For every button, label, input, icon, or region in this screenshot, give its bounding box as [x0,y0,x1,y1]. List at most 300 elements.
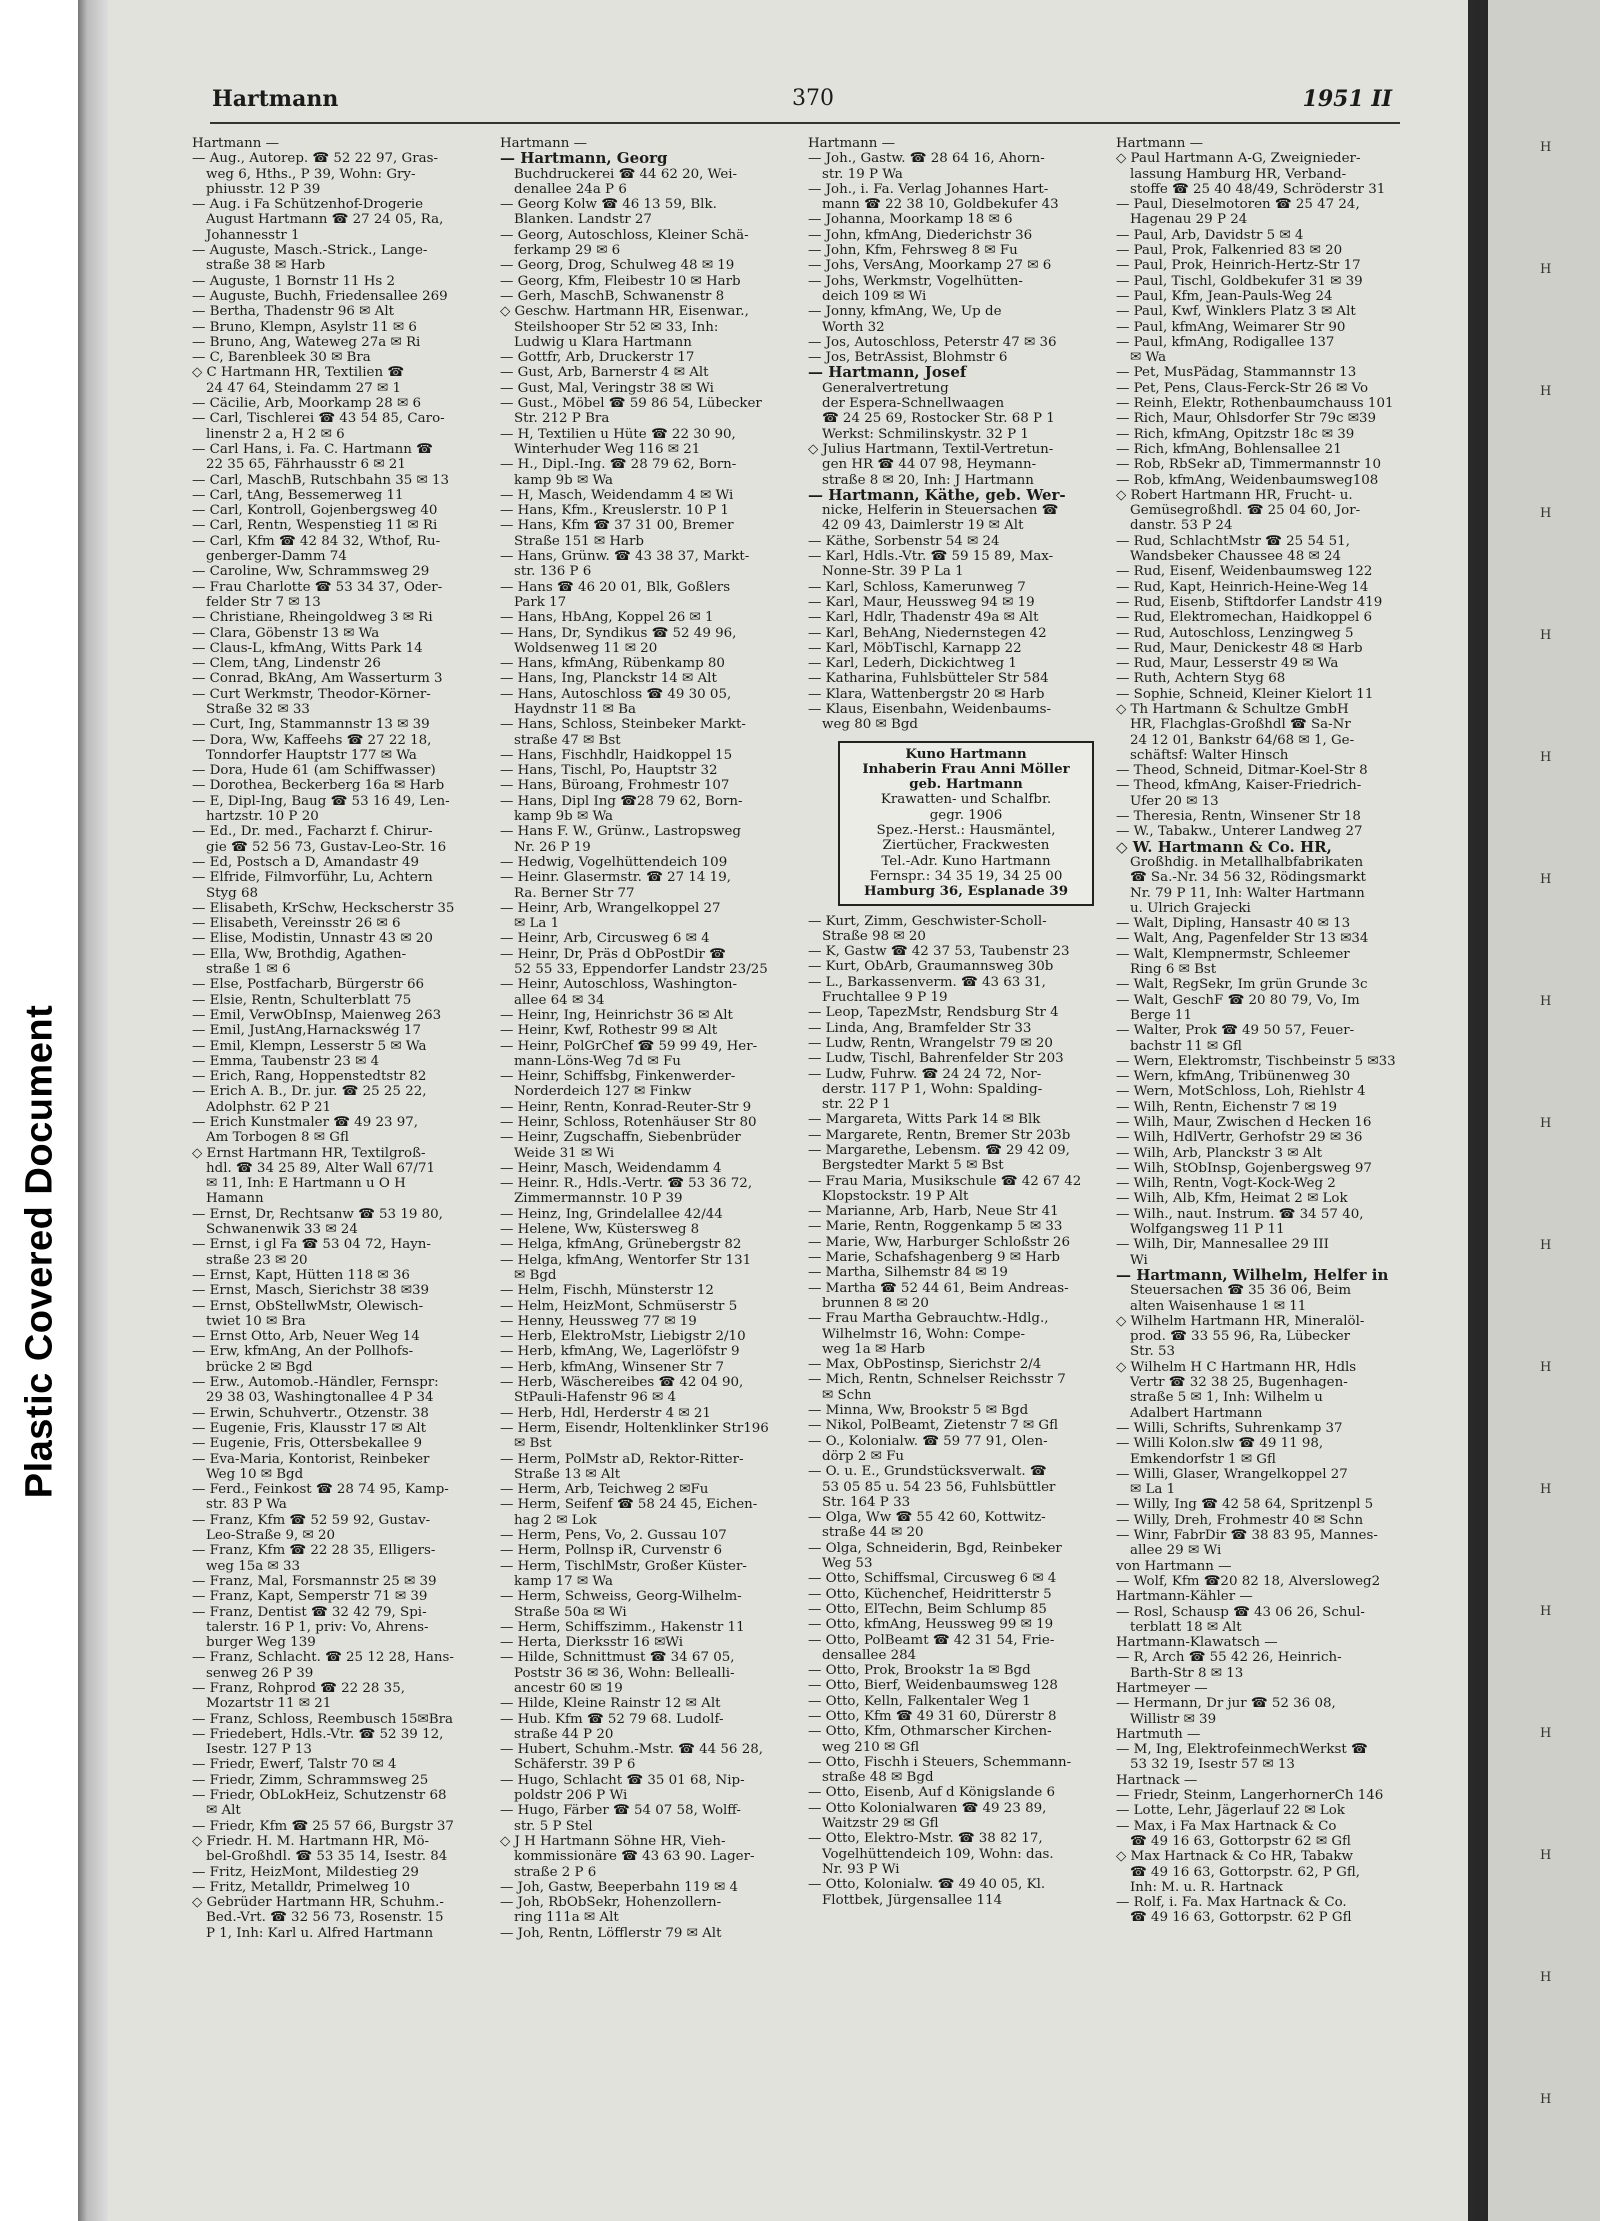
facing-page-letter: H [1540,384,1552,399]
directory-entry: — Martha, Silhemstr 84 ✉ 19 [808,1265,1008,1281]
directory-entry: — Elsie, Rentn, Schulterblatt 75 [192,992,412,1008]
entry-continuation: lassung Hamburg HR, Verband- [1130,166,1347,182]
entry-continuation: bachstr 11 ✉ Gfl [1130,1038,1242,1054]
directory-entry: — Franz, Schloss, Reembusch 15✉Bra [192,1711,453,1727]
directory-entry: — Heinr. R., Hdls.-Vertr. ☎ 53 36 72, [500,1176,753,1192]
facing-page-letter: H [1540,262,1552,277]
facing-page-letter: H [1540,628,1552,643]
directory-entry: — Emil, Klempn, Lesserstr 5 ✉ Wa [192,1038,427,1054]
entry-continuation: ☎ 49 16 63, Gottorpstr. 62 P Gfl [1130,1910,1352,1926]
directory-entry: — Hans, kfmAng, Rübenkamp 80 [500,656,725,672]
directory-entry: — Hartmann, Wilhelm, Helfer in [1116,1267,1389,1284]
directory-entry: — Karl, Lederh, Dickichtweg 1 [808,656,1017,672]
directory-entry: — Cäcilie, Arb, Moorkamp 28 ✉ 6 [192,396,421,412]
entry-continuation: Tonndorfer Hauptstr 177 ✉ Wa [206,747,417,763]
entry-continuation: Weg 53 [822,1556,873,1572]
directory-entry: — Georg, Autoschloss, Kleiner Schä- [500,227,749,243]
directory-entry: — Paul, kfmAng, Weimarer Str 90 [1116,319,1346,335]
entry-continuation: derstr. 117 P 1, Wohn: Spalding- [822,1081,1043,1097]
entry-continuation: danstr. 53 P 24 [1130,518,1233,534]
directory-entry: — Otto, Kfm, Othmarscher Kirchen- [808,1724,1052,1740]
facing-page-letter: H [1540,872,1552,887]
entry-continuation: burger Weg 139 [206,1635,316,1651]
entry-continuation: hartzstr. 10 P 20 [206,809,319,825]
directory-entry: — Klara, Wattenbergstr 20 ✉ Harb [808,686,1045,702]
entry-continuation: schäftsf: Walter Hinsch [1130,747,1289,763]
directory-entry: — Eugenie, Fris, Klausstr 17 ✉ Alt [192,1420,427,1436]
directory-entry: — Hartmann, Josef [808,365,967,381]
entry-continuation: Leo-Straße 9, ✉ 20 [206,1528,336,1544]
ad-line: Ziertücher, Frackwesten [882,838,1050,854]
directory-entry: — Carl, Rentn, Wespenstieg 11 ✉ Ri [192,518,438,534]
directory-entry: — Hans, Kfm ☎ 37 31 00, Bremer [500,518,734,534]
directory-entry: — Helga, kfmAng, Grünebergstr 82 [500,1237,742,1253]
entry-continuation: ferkamp 29 ✉ 6 [514,243,621,259]
entry-continuation: 42 09 43, Daimlerstr 19 ✉ Alt [822,518,1024,534]
directory-entry: — Paul, Dieselmotoren ☎ 25 47 24, [1116,197,1360,213]
directory-entry: — Marie, Rentn, Roggenkamp 5 ✉ 33 [808,1219,1063,1235]
entry-continuation: 53 05 85 u. 54 23 56, Fuhlsbüttler [822,1479,1056,1495]
entry-continuation: Wolfgangsweg 11 P 11 [1130,1222,1285,1238]
directory-entry: — Friedr, Steinm, LangerhornerCh 146 [1116,1788,1384,1804]
directory-entry: — Walt, GeschF ☎ 20 80 79, Vo, Im [1116,992,1360,1008]
directory-entry: — Rob, kfmAng, Weidenbaumsweg108 [1116,472,1379,488]
entry-continuation: nicke, Helferin in Steuersachen ☎ [822,503,1059,519]
directory-entry: Hartmann — [1116,136,1204,151]
directory-entry: — Willi Kolon.slw ☎ 49 11 98, [1116,1436,1324,1452]
directory-entry: Hartmann — [192,136,280,151]
directory-entry: — O. u. E., Grundstücksverwalt. ☎ [808,1464,1047,1480]
directory-entry: — Willi, Schrifts, Suhrenkamp 37 [1116,1420,1343,1436]
entry-continuation: Bergstedter Markt 5 ✉ Bst [822,1158,1004,1174]
directory-entry: — Hermann, Dr jur ☎ 52 36 08, [1116,1696,1336,1712]
entry-continuation: Klopstockstr. 19 P Alt [822,1188,969,1204]
entry-continuation: weg 6, Hths., P 39, Wohn: Gry- [206,166,416,182]
directory-entry: — Curt Werkmstr, Theodor-Körner- [192,686,431,702]
directory-entry: — Margarete, Rentn, Bremer Str 203b [808,1127,1071,1143]
entry-continuation: Hamann [206,1191,264,1207]
directory-entry: — Dora, Hude 61 (am Schiffwasser) [192,763,436,779]
entry-continuation: densallee 284 [822,1647,917,1663]
directory-entry: — Helga, kfmAng, Wentorfer Str 131 [500,1252,752,1268]
entry-continuation: der Espera-Schnellwaagen [822,396,1005,412]
header-surname: Hartmann [212,86,339,112]
directory-entry: — R, Arch ☎ 55 42 26, Heinrich- [1116,1650,1342,1666]
directory-entry: — Hilde, Schnittmust ☎ 34 67 05, [500,1650,735,1666]
directory-entry: — Erw, kfmAng, An der Pollhofs- [192,1344,414,1360]
directory-entry: — Karl, BehAng, Niedernstegen 42 [808,625,1047,641]
directory-entry: — Otto, Kelln, Falkentaler Weg 1 [808,1693,1031,1709]
directory-entry: Hartmann — [500,136,588,151]
entry-continuation: straße 2 P 6 [514,1864,597,1880]
entry-continuation: ☎ 49 16 63, Gottorpstr. 62, P Gfl, [1130,1864,1361,1880]
directory-entry: — Leop, TapezMstr, Rendsburg Str 4 [808,1005,1059,1021]
entry-continuation: ☎ 49 16 63, Gottorpstr 62 ✉ Gfl [1130,1833,1351,1849]
directory-entry: — Wilh, Alb, Kfm, Heimat 2 ✉ Lok [1116,1191,1348,1207]
directory-entry: — Otto Kolonialwaren ☎ 49 23 89, [808,1800,1047,1816]
directory-entry: — Henny, Heussweg 77 ✉ 19 [500,1313,697,1329]
ad-line: gegr. 1906 [929,807,1003,823]
entry-continuation: Willistr ✉ 39 [1130,1711,1217,1727]
entry-continuation: bel-Großhdl. ☎ 53 35 14, Isestr. 84 [206,1849,448,1865]
directory-entry: — Paul, Kwf, Winklers Platz 3 ✉ Alt [1116,304,1356,320]
entry-continuation: Waitzstr 29 ✉ Gfl [822,1816,939,1832]
directory-entry: — Katharina, Fuhlsbütteler Str 584 [808,671,1049,687]
directory-entry: — Paul, Prok, Heinrich-Hertz-Str 17 [1116,258,1361,274]
directory-entry: — Pet, Pens, Claus-Ferck-Str 26 ✉ Vo [1116,380,1369,396]
directory-entry: — Hans, Kfm., Kreuslerstr. 10 P 1 [500,503,729,519]
entry-continuation: straße 8 ✉ 20, Inh: J Hartmann [822,472,1034,488]
directory-entry: — Joh, Rentn, Löfflerstr 79 ✉ Alt [500,1925,722,1941]
entry-continuation: Buchdruckerei ☎ 44 62 20, Wei- [514,166,738,182]
directory-entry: — Herm, TischlMstr, Großer Küster- [500,1558,747,1574]
directory-entry: — Fritz, Metalldr, Primelweg 10 [192,1879,411,1895]
entry-continuation: ✉ Alt [206,1803,241,1819]
directory-entry: — Hedwig, Vogelhüttendeich 109 [500,854,728,870]
directory-entry: — Ernst, Dr, Rechtsanw ☎ 53 19 80, [192,1206,443,1222]
entry-continuation: weg 80 ✉ Bgd [822,717,918,733]
directory-entry: — Nikol, PolBeamt, Zietenstr 7 ✉ Gfl [808,1418,1059,1434]
directory-entry: — Wern, kfmAng, Tribünenweg 30 [1116,1069,1351,1085]
entry-continuation: Steuersachen ☎ 35 36 06, Beim [1130,1283,1352,1299]
directory-entry: — Dorothea, Beckerberg 16a ✉ Harb [192,778,445,794]
directory-column-3 [808,136,1100,1908]
directory-entry: ◇ Paul Hartmann A-G, Zweignieder- [1116,151,1361,167]
directory-entry: — Franz, Rohprod ☎ 22 28 35, [192,1680,405,1696]
entry-continuation: ☎ 24 25 69, Rostocker Str. 68 P 1 [822,411,1055,427]
directory-entry: — Martha ☎ 52 44 61, Beim Andreas- [808,1280,1069,1296]
directory-entry: — Ludw, Fuhrw. ☎ 24 24 72, Nor- [808,1066,1042,1082]
directory-entry: — Heinr, Kwf, Rothestr 99 ✉ Alt [500,1023,718,1039]
entry-continuation: 24 12 01, Bankstr 64/68 ✉ 1, Ge- [1130,732,1355,748]
directory-entry: — Rud, Maur, Denickestr 48 ✉ Harb [1116,640,1363,656]
directory-column-2 [500,136,792,1941]
entry-continuation: Worth 32 [822,319,885,335]
directory-entry: — Hans, Fischhdlr, Haidkoppel 15 [500,747,733,763]
directory-entry: — Joh., i. Fa. Verlag Johannes Hart- [808,181,1049,197]
entry-continuation: deich 109 ✉ Wi [822,288,927,304]
facing-page-letter: H [1540,2092,1552,2107]
directory-entry: — Walt, Ang, Pagenfelder Str 13 ✉34 [1116,931,1369,947]
directory-entry: — H, Textilien u Hüte ☎ 22 30 90, [500,426,736,442]
directory-entry: — Olga, Schneiderin, Bgd, Reinbeker [808,1540,1062,1556]
directory-entry: — Herm, Seifenf ☎ 58 24 45, Eichen- [500,1497,758,1513]
facing-page-edge [1488,0,1600,2221]
entry-continuation: Steilshooper Str 52 ✉ 33, Inh: [514,319,719,335]
entry-continuation: denallee 24a P 6 [514,181,627,197]
directory-entry: Hartmann-Klawatsch — [1116,1635,1278,1651]
entry-continuation: Straße 32 ✉ 33 [206,701,310,717]
directory-entry: — Linda, Ang, Bramfelder Str 33 [808,1020,1032,1036]
directory-entry: — Rud, Eisenf, Weidenbaumsweg 122 [1116,564,1373,580]
directory-entry: ◇ Geschw. Hartmann HR, Eisenwar., [500,304,749,320]
directory-entry: — Heinr, Masch, Weidendamm 4 [500,1160,722,1176]
directory-entry: — Mich, Rentn, Schnelser Reichsstr 7 [808,1372,1066,1388]
directory-entry: — Pet, MusPädag, Stammannstr 13 [1116,365,1357,381]
directory-entry: — Caroline, Ww, Schrammsweg 29 [192,564,430,580]
entry-continuation: Am Torbogen 8 ✉ Gfl [206,1130,349,1146]
entry-continuation: ✉ Wa [1130,350,1167,366]
entry-continuation: Straße 98 ✉ 20 [822,928,926,944]
entry-continuation: Ra. Berner Str 77 [514,885,635,901]
entry-continuation: P 1, Inh: Karl u. Alfred Hartmann [206,1925,434,1941]
directory-entry: ◇ W. Hartmann & Co. HR, [1116,839,1332,855]
entry-continuation: ✉ Bst [514,1436,552,1452]
directory-entry: — K, Gastw ☎ 42 37 53, Taubenstr 23 [808,944,1070,960]
directory-entry: — Georg Kolw ☎ 46 13 59, Blk. [500,197,717,213]
entry-continuation: u. Ulrich Grajecki [1130,900,1251,916]
directory-entry: — Wilh, Rentn, Eichenstr 7 ✉ 19 [1116,1099,1337,1115]
directory-entry: ◇ Th Hartmann & Schultze GmbH [1116,701,1349,717]
directory-entry: — Hilde, Kleine Rainstr 12 ✉ Alt [500,1696,721,1712]
directory-entry: — Heinr, PolGrChef ☎ 59 99 49, Her- [500,1038,758,1054]
directory-entry: ◇ Friedr. H. M. Hartmann HR, Mö- [192,1833,430,1849]
directory-entry: — Heinr, Arb, Wrangelkoppel 27 [500,900,721,916]
directory-entry: — Herm, Pollnsp iR, Curvenstr 6 [500,1543,722,1559]
directory-entry: — Aug. i Fa Schützenhof-Drogerie [192,197,424,213]
directory-entry: — Eva-Maria, Kontorist, Reinbeker [192,1451,430,1467]
directory-entry: — Herm, Pens, Vo, 2. Gussau 107 [500,1528,727,1544]
entry-continuation: Ludwig u Klara Hartmann [514,334,692,350]
directory-entry: — Hugo, Färber ☎ 54 07 58, Wolff- [500,1803,741,1819]
advertisement-box [838,741,1094,906]
directory-entry: — Elisabeth, KrSchw, Heckscherstr 35 [192,900,455,916]
entry-continuation: hdl. ☎ 34 25 89, Alter Wall 67/71 [206,1160,435,1176]
entry-continuation: 29 38 03, Washingtonallee 4 P 34 [206,1390,434,1406]
directory-entry: — Rud, Autoschloss, Lenzingweg 5 [1116,625,1354,641]
directory-entry: — Paul, Kfm, Jean-Pauls-Weg 24 [1116,288,1333,304]
directory-entry: — Heinr, Schiffsbg, Finkenwerder- [500,1069,736,1085]
directory-entry: — Hugo, Schlacht ☎ 35 01 68, Nip- [500,1772,745,1788]
directory-entry: — Margarethe, Lebensm. ☎ 29 42 09, [808,1143,1070,1158]
entry-continuation: Wandsbeker Chaussee 48 ✉ 24 [1130,549,1341,565]
side-label: Plastic Covered Document [18,1004,61,1499]
entry-continuation: poldstr 206 P Wi [514,1788,628,1804]
directory-entry: Hartmuth — [1116,1726,1201,1742]
directory-entry: — Karl, Hdls.-Vtr. ☎ 59 15 89, Max- [808,549,1054,565]
entry-continuation: prod. ☎ 33 55 96, Ra, Lübecker [1130,1329,1351,1345]
directory-entry: — Otto, Schiffsmal, Circusweg 6 ✉ 4 [808,1571,1057,1587]
directory-entry: — Käthe, Sorbenstr 54 ✉ 24 [808,533,1000,549]
directory-entry: — Auguste, 1 Bornstr 11 Hs 2 [192,273,396,289]
directory-entry: — Theod, kfmAng, Kaiser-Friedrich- [1116,778,1362,794]
directory-entry: — Franz, Mal, Forsmannstr 25 ✉ 39 [192,1573,437,1589]
entry-continuation: Adalbert Hartmann [1130,1405,1263,1421]
directory-entry: — Franz, Dentist ☎ 32 42 79, Spi- [192,1604,427,1620]
directory-entry: — Emil, JustAng,Harnackswég 17 [192,1023,421,1039]
directory-entry: — Auguste, Masch.-Strick., Lange- [192,243,428,259]
entry-continuation: Str. 164 P 33 [822,1494,911,1510]
directory-entry: — Karl, Maur, Heussweg 94 ✉ 19 [808,594,1035,610]
directory-entry: — Karl, MöbTischl, Karnapp 22 [808,640,1022,656]
page-number: 370 [792,86,834,111]
entry-continuation: 24 47 64, Steindamm 27 ✉ 1 [206,380,402,396]
directory-entry: — Helene, Ww, Küstersweg 8 [500,1222,700,1238]
directory-entry: ◇ Gebrüder Hartmann HR, Schuhm.- [192,1895,444,1911]
directory-entry: — Bruno, Ang, Wateweg 27a ✉ Ri [192,334,421,350]
directory-entry: — Max, i Fa Max Hartnack & Co [1116,1818,1337,1834]
directory-entry: — Ella, Ww, Brothdig, Agathen- [192,946,407,962]
directory-entry: — Herm, Schweiss, Georg-Wilhelm- [500,1589,742,1605]
directory-entry: — Joh, RbObSekr, Hohenzollern- [500,1895,722,1911]
directory-entry: — Willy, Ing ☎ 42 58 64, Spritzenpl 5 [1116,1497,1374,1513]
directory-entry: — Willy, Dreh, Frohmestr 40 ✉ Schn [1116,1512,1364,1528]
directory-entry: — Theod, Schneid, Ditmar-Koel-Str 8 [1116,763,1368,779]
directory-entry: — Elisabeth, Vereinsstr 26 ✉ 6 [192,916,401,932]
directory-entry: — Rosl, Schausp ☎ 43 06 26, Schul- [1116,1604,1365,1620]
directory-entry: — Otto, ElTechn, Beim Schlump 85 [808,1601,1047,1617]
facing-page-letter: H [1540,1360,1552,1375]
entry-continuation: weg 210 ✉ Gfl [822,1739,920,1755]
directory-entry: — Hans ☎ 46 20 01, Blk, Goßlers [500,579,731,595]
entry-continuation: Poststr 36 ✉ 36, Wohn: Bellealli- [514,1665,735,1681]
directory-entry: — C, Barenbleek 30 ✉ Bra [192,350,371,366]
directory-entry: — Winr, FabrDir ☎ 38 83 95, Mannes- [1116,1528,1378,1544]
entry-continuation: felder Str 7 ✉ 13 [206,594,321,610]
directory-entry: — Ludw, Rentn, Wrangelstr 79 ✉ 20 [808,1035,1053,1051]
directory-entry: — Hans, Dipl Ing ☎28 79 62, Born- [500,793,743,809]
directory-entry: — Marianne, Arb, Harb, Neue Str 41 [808,1204,1059,1220]
directory-entry: — Rud, Elektromechan, Haidkoppel 6 [1116,610,1373,626]
directory-entry: — Walter, Prok ☎ 49 50 57, Feuer- [1116,1023,1355,1039]
directory-entry: — Dora, Ww, Kaffeehs ☎ 27 22 18, [192,732,432,748]
directory-entry: — Paul, Prok, Falkenried 83 ✉ 20 [1116,243,1343,259]
directory-entry: — Rud, SchlachtMstr ☎ 25 54 51, [1116,533,1350,549]
entry-continuation: straße 1 ✉ 6 [206,962,291,978]
entry-continuation: Emkendorfstr 1 ✉ Gfl [1130,1451,1276,1467]
entry-continuation: Haydnstr 11 ✉ Ba [514,701,636,717]
directory-entry: — Clem, tAng, Lindenstr 26 [192,656,381,672]
directory-entry: Hartmeyer — [1116,1680,1208,1696]
entry-continuation: str. 5 P Stel [514,1818,593,1834]
directory-entry: — Carl, MaschB, Rutschbahn 35 ✉ 13 [192,472,450,488]
directory-entry: — Herm, Arb, Teichweg 2 ✉Fu [500,1482,709,1498]
directory-entry: — Else, Postfacharb, Bürgerstr 66 [192,977,425,993]
facing-page-letter: H [1540,1116,1552,1131]
directory-entry: — Willi, Glaser, Wrangelkoppel 27 [1116,1466,1348,1482]
entry-continuation: ☎ Sa.-Nr. 34 56 32, Rödingsmarkt [1130,870,1366,886]
directory-entry: — Hans, Büroang, Frohmestr 107 [500,778,730,794]
directory-entry: — Herb, Wäschereibes ☎ 42 04 90, [500,1375,744,1391]
entry-continuation: Berge 11 [1130,1007,1192,1023]
page-edge-shadow [78,0,108,2221]
entry-continuation: str. 22 P 1 [822,1097,891,1113]
directory-entry: — O., Kolonialw. ☎ 59 77 91, Olen- [808,1433,1048,1449]
directory-entry: — Wern, MotSchloss, Loh, Riehlstr 4 [1116,1084,1366,1100]
entry-continuation: Nr. 79 P 11, Inh: Walter Hartmann [1130,885,1365,901]
directory-entry: — Theresia, Rentn, Winsener Str 18 [1116,809,1361,825]
directory-entry: — Friedebert, Hdls.-Vtr. ☎ 52 39 12, [192,1726,444,1742]
header-year: 1951 II [1302,86,1392,112]
entry-continuation: brücke 2 ✉ Bgd [206,1359,313,1375]
entry-continuation: Straße 50a ✉ Wi [514,1604,627,1620]
directory-entry: — Minna, Ww, Brookstr 5 ✉ Bgd [808,1403,1029,1419]
directory-entry: — Ernst, ObStellwMstr, Olewisch- [192,1298,424,1314]
directory-entry: — Friedr, Zimm, Schrammsweg 25 [192,1772,429,1788]
directory-entry: — Wilh, Maur, Zwischen d Hecken 16 [1116,1115,1372,1130]
entry-continuation: Werkst: Schmilinskystr. 32 P 1 [822,426,1029,442]
entry-continuation: HR, Flachglas-Großhdl ☎ Sa-Nr [1130,717,1351,733]
directory-entry: — E, Dipl-Ing, Baug ☎ 53 16 49, Len- [192,793,450,809]
directory-entry: — Franz, Schlacht. ☎ 25 12 28, Hans- [192,1650,454,1666]
directory-entry: — Karl, Hdlr, Thadenstr 49a ✉ Alt [808,610,1039,626]
entry-continuation: 22 35 65, Fährhausstr 6 ✉ 21 [206,457,406,473]
entry-continuation: Winterhuder Weg 116 ✉ 21 [514,441,701,457]
directory-entry: — Rich, Maur, Ohlsdorfer Str 79c ✉39 [1116,411,1377,427]
directory-entry: — Franz, Kapt, Semperstr 71 ✉ 39 [192,1589,428,1605]
entry-continuation: ✉ Bgd [514,1267,557,1283]
entry-continuation: dörp 2 ✉ Fu [822,1448,905,1464]
directory-column-1 [192,136,484,1941]
ad-line: geb. Hartmann [909,777,1023,793]
directory-entry: — Walt, Dipling, Hansastr 40 ✉ 13 [1116,916,1351,932]
facing-page-letter: H [1540,1604,1552,1619]
directory-entry: — Karl, Schloss, Kamerunweg 7 [808,579,1026,595]
directory-entry: — Herm, Eisendr, Holtenklinker Str196 [500,1420,769,1436]
entry-continuation: Barth-Str 8 ✉ 13 [1130,1665,1244,1681]
entry-continuation: straße 38 ✉ Harb [206,258,326,274]
directory-entry: — Otto, Kfm ☎ 49 31 60, Dürerstr 8 [808,1708,1057,1724]
entry-continuation: Woldsenweg 11 ✉ 20 [514,640,658,656]
directory-entry: — Ernst, Masch, Sierichstr 38 ✉39 [192,1283,430,1299]
directory-entry: ◇ Wilhelm H C Hartmann HR, Hdls [1116,1359,1357,1375]
ad-line: Kuno Hartmann [905,746,1027,762]
directory-entry: — Ed., Dr. med., Facharzt f. Chirur- [192,824,433,840]
directory-entry: — Elfride, Filmvorführ, Lu, Achtern [192,870,433,886]
directory-entry: — Herm, Schiffszimm., Hakenstr 11 [500,1619,745,1635]
facing-page-letter: H [1540,1482,1552,1497]
directory-entry: — Heinr. Glasermstr. ☎ 27 14 19, [500,870,731,886]
entry-continuation: Vogelhüttendeich 109, Wohn: das. [822,1846,1054,1862]
directory-entry: — Johanna, Moorkamp 18 ✉ 6 [808,212,1013,228]
entry-continuation: Flottbek, Jürgensallee 114 [822,1892,1003,1908]
directory-entry: — Friedr, Kfm ☎ 25 57 66, Burgstr 37 [192,1818,454,1834]
directory-entry: — Claus-L, kfmAng, Witts Park 14 [192,640,423,656]
entry-continuation: Gemüsegroßhdl. ☎ 25 04 60, Jor- [1130,503,1361,519]
directory-entry: — W., Tabakw., Unterer Landweg 27 [1116,824,1363,840]
directory-entry: — Rud, Kapt, Heinrich-Heine-Weg 14 [1116,579,1369,595]
entry-continuation: talerstr. 16 P 1, priv: Vo, Ahrens- [206,1619,429,1635]
entry-continuation: hag 2 ✉ Lok [514,1512,597,1528]
entry-continuation: Zimmermannstr. 10 P 39 [514,1191,683,1207]
directory-entry: ◇ Wilhelm Hartmann HR, Mineralöl- [1116,1313,1365,1329]
directory-entry: — L., Barkassenverm. ☎ 43 63 31, [808,974,1046,990]
directory-entry: — Otto, Elektro-Mstr. ☎ 38 82 17, [808,1831,1043,1847]
directory-entry: — H., Dipl.-Ing. ☎ 28 79 62, Born- [500,457,737,473]
directory-entry: — Walt, Klempnermstr, Schleemer [1116,946,1350,962]
entry-continuation: Nr. 93 P Wi [822,1861,900,1877]
directory-entry: — Herb, kfmAng, We, Lagerlöfstr 9 [500,1344,740,1360]
directory-entry: — Helm, Fischh, Münsterstr 12 [500,1283,714,1299]
directory-entry: — Wern, Elektromstr, Tischbeinstr 5 ✉33 [1116,1053,1396,1069]
directory-entry: — Erich Kunstmaler ☎ 49 23 97, [192,1115,419,1130]
directory-entry: — Reinh, Elektr, Rothenbaumchauss 101 [1116,396,1394,412]
directory-entry: — Heinr, Schloss, Rotenhäuser Str 80 [500,1115,757,1130]
directory-entry: — Herta, Dierksstr 16 ✉Wi [500,1635,684,1651]
entry-continuation: senweg 26 P 39 [206,1665,314,1681]
entry-continuation: Mozartstr 11 ✉ 21 [206,1696,332,1712]
directory-entry: — Gust, Mal, Veringstr 38 ✉ Wi [500,380,714,396]
directory-entry: — Rich, kfmAng, Bohlensallee 21 [1116,441,1342,457]
entry-continuation: ✉ La 1 [514,916,560,932]
directory-entry: — Walt, RegSekr, Im grün Grunde 3c [1116,977,1368,993]
directory-entry: — Franz, Kfm ☎ 22 28 35, Elligers- [192,1543,436,1559]
entry-continuation: Adolphstr. 62 P 21 [206,1099,332,1115]
entry-continuation: ancestr 60 ✉ 19 [514,1680,623,1696]
directory-entry: — Otto, Bierf, Weidenbaumsweg 128 [808,1678,1058,1694]
directory-entry: Hartmann-Kähler — [1116,1589,1253,1605]
directory-entry: — Carl, Tischlerei ☎ 43 54 85, Caro- [192,411,445,427]
